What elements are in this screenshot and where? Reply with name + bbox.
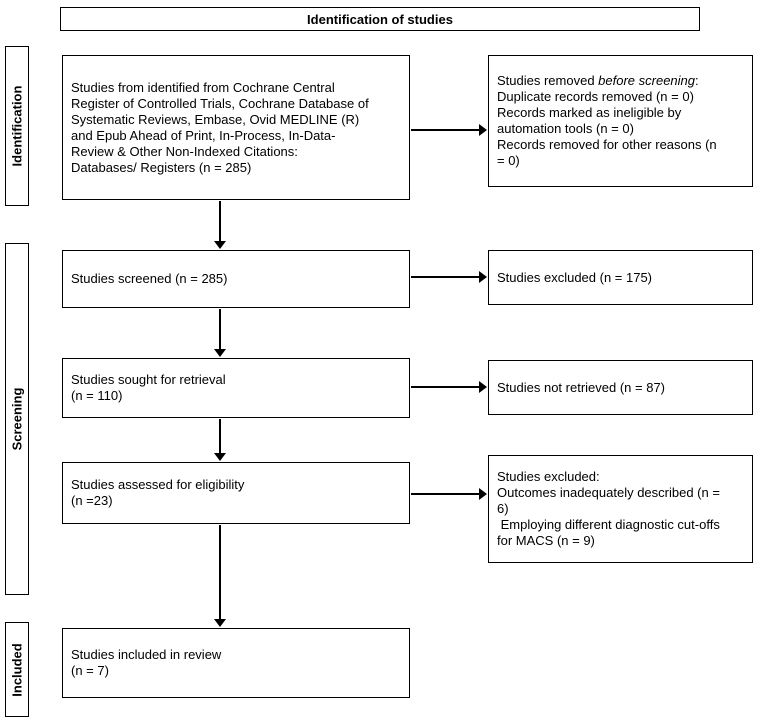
arrow-sought-to-assessed <box>214 419 226 461</box>
arrow-sources-to-screened <box>214 201 226 249</box>
stage-label-identification <box>5 46 29 206</box>
arrow-line <box>411 129 480 131</box>
box-studies-removed <box>488 55 753 187</box>
text-line: Outcomes inadequately described (n = <box>497 485 720 500</box>
stage-label-screening <box>5 243 29 595</box>
arrow-right-icon <box>479 488 487 500</box>
text-line <box>497 73 744 89</box>
arrow-screened-to-excluded <box>411 271 487 283</box>
arrow-down-icon <box>214 349 226 357</box>
arrow-line <box>411 386 480 388</box>
text-line: Studies excluded: <box>497 469 600 484</box>
box-studies-assessed <box>62 462 410 524</box>
text-line: Employing different diagnostic cut-offs <box>497 517 720 532</box>
text-line: (n =23) <box>71 493 113 508</box>
text-line: (n = 110) <box>71 388 123 403</box>
arrow-sources-to-removed <box>411 124 487 136</box>
arrow-assessed-to-excluded <box>411 488 487 500</box>
text-line: Studies sought for retrieval <box>71 372 226 387</box>
arrow-right-icon <box>479 124 487 136</box>
text-line: Studies from identified from Cochrane Central <box>71 79 335 95</box>
box-studies-screened <box>62 250 410 308</box>
text-line: Records removed for other reasons (n <box>497 137 717 152</box>
arrow-line <box>411 276 480 278</box>
box-studies-excluded-screening <box>488 250 753 305</box>
text-line: Review & Other Non-Indexed Citations: <box>71 143 298 159</box>
diagram-title-box <box>60 7 700 31</box>
text-line: Systematic Reviews, Embase, Ovid MEDLINE (R) <box>71 111 360 127</box>
arrow-right-icon <box>479 381 487 393</box>
text-line: Studies excluded (n = 175) <box>497 269 653 285</box>
removed-suffix: : <box>695 73 699 88</box>
stage-label-included <box>5 622 29 717</box>
removed-prefix: Studies removed <box>497 73 599 88</box>
arrow-line <box>219 201 221 242</box>
arrow-line <box>219 525 221 620</box>
text-line: Studies screened (n = 285) <box>71 271 228 286</box>
box-studies-excluded-eligibility <box>488 455 753 563</box>
arrow-right-icon <box>479 271 487 283</box>
text-line: Duplicate records removed (n = 0) <box>497 89 694 104</box>
removed-italic: before screening <box>598 73 696 88</box>
text-line: 6) <box>497 501 509 516</box>
text-line: automation tools (n = 0) <box>497 121 634 136</box>
arrow-line <box>219 309 221 350</box>
text-line: Studies not retrieved (n = 87) <box>497 379 666 395</box>
arrow-sought-to-not-retrieved <box>411 381 487 393</box>
text-line: for MACS (n = 9) <box>497 533 595 548</box>
arrow-line <box>411 493 480 495</box>
box-studies-sought <box>62 358 410 418</box>
text-line: Register of Controlled Trials, Cochrane Database of <box>71 95 369 111</box>
diagram-title: Identification of studies <box>307 11 453 27</box>
text-line: (n = 7) <box>71 663 109 678</box>
text-line: Studies assessed for eligibility <box>71 477 245 492</box>
arrow-down-icon <box>214 453 226 461</box>
text-line: Studies included in review <box>71 647 222 662</box>
stage-label-screening-text: Screening <box>9 387 25 451</box>
arrow-assessed-to-included <box>214 525 226 627</box>
box-studies-included <box>62 628 410 698</box>
box-identified-sources <box>62 55 410 200</box>
box-studies-not-retrieved <box>488 360 753 415</box>
stage-label-identification-text: Identification <box>9 85 25 167</box>
arrow-down-icon <box>214 619 226 627</box>
arrow-line <box>219 419 221 454</box>
arrow-screened-to-sought <box>214 309 226 357</box>
arrow-down-icon <box>214 241 226 249</box>
text-line: Databases/ Registers (n = 285) <box>71 159 252 175</box>
text-line: Records marked as ineligible by <box>497 105 682 120</box>
text-line: and Epub Ahead of Print, In-Process, In-Data- <box>71 127 336 143</box>
text-line: = 0) <box>497 153 520 168</box>
stage-label-included-text: Included <box>9 642 25 697</box>
